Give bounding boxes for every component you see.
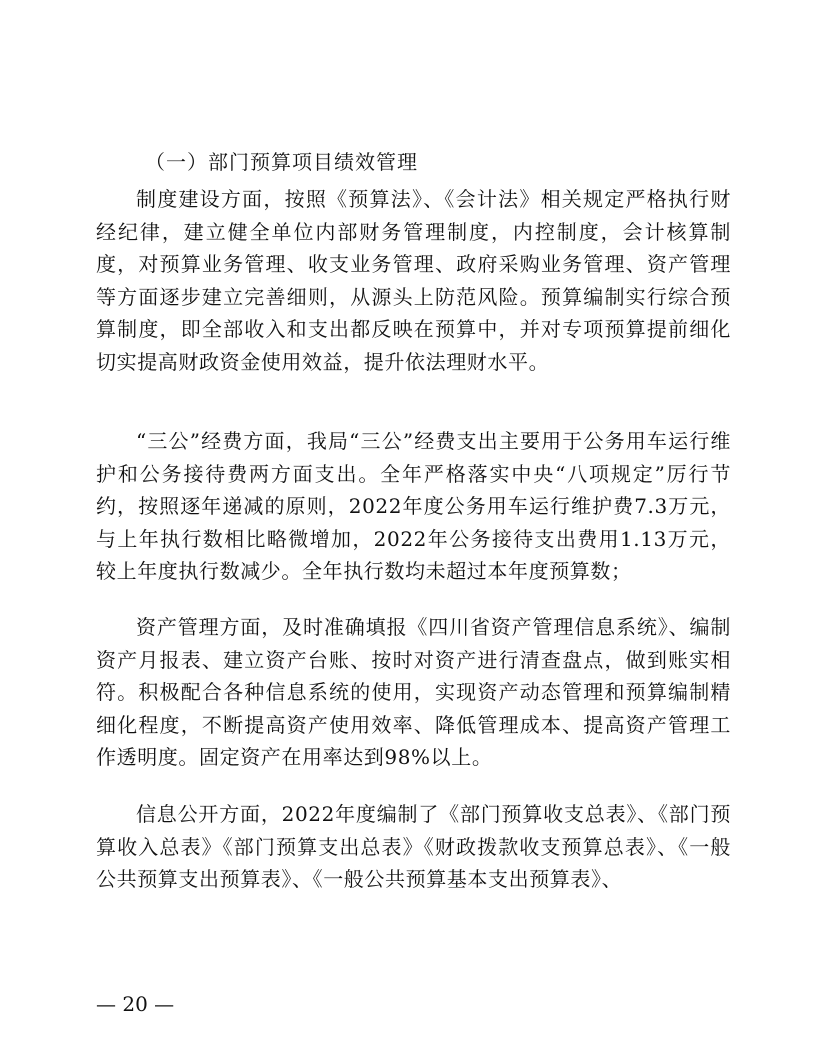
paragraph-system-construction: 制度建设方面，按照《预算法》、《会计法》相关规定严格执行财经纪律，建立健全单位内部财务管理制度，内控制度，会计核算制度，对预算业务管理、收支业务管理、政府采购业务管理、资产管理等方面逐步建立完善细则，从源头上防范风险。预算编制实行综合预算制度，即全部收入和支出都反映在预算中，并对专项预算提前细化切实提高财政资金使用效益，提升依法理财水平。: [96, 187, 731, 374]
paragraph-information-disclosure: 信息公开方面，2022年度编制了《部门预算收支总表》、《部门预算收入总表》《部门预算支出总表》《财政拨款收支预算总表》、《一般公共预算支出预算表》、《一般公共预算基本支出预算表》、: [96, 802, 731, 891]
paragraph-asset-management: 资产管理方面，及时准确填报《四川省资产管理信息系统》、编制资产月报表、建立资产台账、按时对资产进行清查盘点，做到账实相符。积极配合各种信息系统的使用，实现资产动态管理和预算编制精细化程度，不断提高资产使用效率、降低管理成本、提高资产管理工作透明度。固定资产在用率达到98%以上。: [96, 615, 731, 769]
section-heading: （一）部门预算项目绩效管理: [145, 150, 418, 174]
page-number: — 20 —: [96, 992, 175, 1016]
paragraph-three-public-expenses: “三公”经费方面，我局“三公”经费支出主要用于公务用车运行维护和公务接待费两方面支出。全年严格落实中央“八项规定”厉行节约，按照逐年递减的原则，2022年度公务用车运行维护费7.3万元，与上年执行数相比略微增加，2022年公务接待支出费用1.13万元，较上年度执行数减少。全年执行数均未超过本年度预算数；: [96, 429, 731, 583]
